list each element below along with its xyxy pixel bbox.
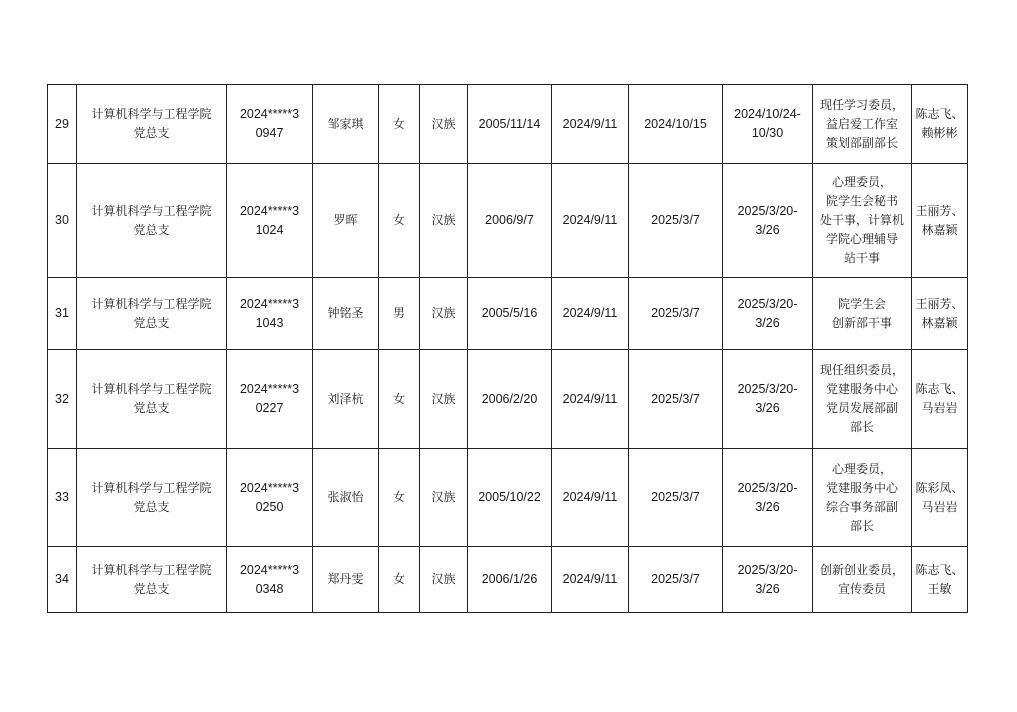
cell-student-id-line: 2024*****3 bbox=[239, 107, 300, 121]
table-row bbox=[48, 449, 968, 547]
cell-position-line: 宣传委员 bbox=[837, 581, 886, 596]
cell-branch-line: 计算机科学与工程学院 bbox=[91, 107, 212, 121]
cell-public-notice-period-line: 3/26 bbox=[755, 581, 780, 596]
cell-index: 29 bbox=[48, 85, 77, 164]
cell-public-notice-period bbox=[723, 85, 813, 164]
cell-public-notice-period bbox=[723, 164, 813, 278]
cell-public-notice-period-line: 3/26 bbox=[755, 401, 780, 415]
cell-student-id bbox=[227, 278, 313, 350]
cell-index: 33 bbox=[48, 449, 77, 547]
cell-branch-line: 党总支 bbox=[133, 581, 170, 596]
cell-position bbox=[813, 164, 912, 278]
cell-public-notice-period-line: 2025/3/20- bbox=[737, 480, 798, 495]
cell-student-id-line: 0250 bbox=[255, 499, 284, 514]
cell-branch-line: 计算机科学与工程学院 bbox=[91, 296, 212, 311]
cell-public-notice-period-line: 3/26 bbox=[755, 222, 780, 237]
cell-student-id-line: 1024 bbox=[255, 222, 284, 237]
cell-branch-line: 计算机科学与工程学院 bbox=[91, 382, 212, 396]
cell-gender: 女 bbox=[379, 85, 420, 164]
table-row bbox=[48, 85, 968, 164]
cell-introducers-line: 陈志飞、 bbox=[915, 107, 964, 121]
cell-apply-date: 2024/10/15 bbox=[629, 85, 723, 164]
cell-public-notice-period-line: 2025/3/20- bbox=[737, 382, 798, 396]
cell-ethnicity: 汉族 bbox=[420, 278, 468, 350]
cell-name: 张淑怡 bbox=[313, 449, 379, 547]
cell-position-line: 部长 bbox=[849, 518, 874, 533]
cell-position-line: 益启爱工作室 bbox=[825, 116, 898, 131]
cell-position-line: 学院心理辅导 bbox=[825, 232, 898, 246]
cell-introducers-line: 林嘉颖 bbox=[921, 222, 958, 237]
cell-student-id-line: 2024*****3 bbox=[239, 480, 300, 495]
cell-apply-date: 2025/3/7 bbox=[629, 350, 723, 449]
cell-branch bbox=[77, 547, 227, 613]
cell-gender: 女 bbox=[379, 547, 420, 613]
cell-ethnicity: 汉族 bbox=[420, 85, 468, 164]
cell-branch-line: 党总支 bbox=[133, 126, 170, 140]
cell-branch-line: 计算机科学与工程学院 bbox=[91, 480, 212, 495]
cell-position bbox=[813, 449, 912, 547]
cell-branch bbox=[77, 85, 227, 164]
cell-branch-line: 党总支 bbox=[133, 499, 170, 514]
cell-ethnicity: 汉族 bbox=[420, 350, 468, 449]
cell-position-line: 部长 bbox=[849, 420, 874, 434]
cell-introducers-line: 赖彬彬 bbox=[921, 126, 958, 140]
cell-introducers-line: 马岩岩 bbox=[921, 499, 958, 514]
cell-gender: 女 bbox=[379, 350, 420, 449]
cell-position-line: 党建服务中心 bbox=[825, 480, 898, 495]
table-row bbox=[48, 278, 968, 350]
cell-index: 30 bbox=[48, 164, 77, 278]
cell-introducers bbox=[912, 449, 968, 547]
table-row bbox=[48, 547, 968, 613]
cell-branch bbox=[77, 164, 227, 278]
cell-birth-date: 2006/2/20 bbox=[468, 350, 552, 449]
cell-student-id-line: 1043 bbox=[255, 315, 284, 330]
cell-student-id bbox=[227, 547, 313, 613]
cell-public-notice-period-line: 3/26 bbox=[755, 315, 780, 330]
cell-student-id-line: 2024*****3 bbox=[239, 203, 300, 218]
cell-enroll-date: 2024/9/11 bbox=[552, 350, 629, 449]
cell-introducers-line: 陈志飞、 bbox=[915, 562, 964, 577]
cell-introducers-line: 陈志飞、 bbox=[915, 382, 964, 396]
cell-student-id bbox=[227, 449, 313, 547]
cell-public-notice-period bbox=[723, 547, 813, 613]
cell-position-line: 党建服务中心 bbox=[825, 382, 898, 396]
cell-student-id bbox=[227, 164, 313, 278]
cell-introducers-line: 陈彩凤、 bbox=[915, 480, 964, 495]
table-row bbox=[48, 164, 968, 278]
cell-position bbox=[813, 85, 912, 164]
cell-position-line: 站干事 bbox=[843, 251, 880, 265]
cell-position bbox=[813, 350, 912, 449]
cell-position bbox=[813, 278, 912, 350]
cell-public-notice-period-line: 2025/3/20- bbox=[737, 296, 798, 311]
table-row bbox=[48, 350, 968, 449]
cell-name: 郑丹雯 bbox=[313, 547, 379, 613]
cell-introducers bbox=[912, 547, 968, 613]
cell-introducers bbox=[912, 164, 968, 278]
cell-introducers-line: 林嘉颖 bbox=[921, 315, 958, 330]
cell-branch bbox=[77, 278, 227, 350]
cell-position-line: 综合事务部副 bbox=[825, 499, 898, 514]
cell-public-notice-period-line: 3/26 bbox=[755, 499, 780, 514]
cell-index: 32 bbox=[48, 350, 77, 449]
cell-branch bbox=[77, 449, 227, 547]
cell-apply-date: 2025/3/7 bbox=[629, 449, 723, 547]
cell-name: 刘泽杭 bbox=[313, 350, 379, 449]
cell-enroll-date: 2024/9/11 bbox=[552, 449, 629, 547]
cell-branch bbox=[77, 350, 227, 449]
cell-student-id-line: 2024*****3 bbox=[239, 382, 300, 396]
cell-enroll-date: 2024/9/11 bbox=[552, 164, 629, 278]
cell-public-notice-period-line: 10/30 bbox=[751, 126, 784, 140]
cell-branch-line: 计算机科学与工程学院 bbox=[91, 203, 212, 218]
cell-position-line: 院学生会 bbox=[837, 296, 886, 311]
cell-student-id-line: 0227 bbox=[255, 401, 284, 415]
cell-ethnicity: 汉族 bbox=[420, 164, 468, 278]
cell-public-notice-period bbox=[723, 350, 813, 449]
cell-public-notice-period bbox=[723, 278, 813, 350]
table-body bbox=[48, 85, 968, 613]
cell-position-line: 创新部干事 bbox=[831, 315, 892, 330]
cell-enroll-date: 2024/9/11 bbox=[552, 85, 629, 164]
cell-birth-date: 2005/11/14 bbox=[468, 85, 552, 164]
roster-table bbox=[47, 84, 968, 613]
cell-introducers-line: 王敏 bbox=[927, 581, 952, 596]
cell-introducers bbox=[912, 350, 968, 449]
cell-student-id bbox=[227, 350, 313, 449]
cell-position-line: 处干事，计算机 bbox=[819, 213, 904, 227]
cell-birth-date: 2005/5/16 bbox=[468, 278, 552, 350]
cell-enroll-date: 2024/9/11 bbox=[552, 547, 629, 613]
cell-position-line: 党员发展部副 bbox=[825, 401, 898, 415]
cell-student-id-line: 0947 bbox=[255, 126, 284, 140]
cell-introducers-line: 马岩岩 bbox=[921, 401, 958, 415]
cell-ethnicity: 汉族 bbox=[420, 449, 468, 547]
cell-index: 34 bbox=[48, 547, 77, 613]
cell-branch-line: 计算机科学与工程学院 bbox=[91, 562, 212, 577]
cell-gender: 女 bbox=[379, 449, 420, 547]
cell-introducers-line: 王丽芳、 bbox=[915, 203, 964, 218]
cell-position-line: 现任组织委员， bbox=[819, 363, 904, 377]
cell-position-line: 现任学习委员， bbox=[819, 97, 904, 112]
cell-birth-date: 2006/9/7 bbox=[468, 164, 552, 278]
cell-position bbox=[813, 547, 912, 613]
cell-gender: 女 bbox=[379, 164, 420, 278]
cell-apply-date: 2025/3/7 bbox=[629, 547, 723, 613]
cell-enroll-date: 2024/9/11 bbox=[552, 278, 629, 350]
cell-position-line: 心理委员， bbox=[831, 175, 892, 189]
cell-introducers-line: 王丽芳、 bbox=[915, 296, 964, 311]
cell-student-id-line: 2024*****3 bbox=[239, 562, 300, 577]
cell-public-notice-period bbox=[723, 449, 813, 547]
cell-public-notice-period-line: 2024/10/24- bbox=[734, 107, 801, 121]
cell-apply-date: 2025/3/7 bbox=[629, 278, 723, 350]
cell-position-line: 创新创业委员， bbox=[819, 562, 904, 577]
cell-name: 邹家琪 bbox=[313, 85, 379, 164]
cell-apply-date: 2025/3/7 bbox=[629, 164, 723, 278]
cell-ethnicity: 汉族 bbox=[420, 547, 468, 613]
cell-introducers bbox=[912, 85, 968, 164]
cell-student-id-line: 0348 bbox=[255, 581, 284, 596]
cell-gender: 男 bbox=[379, 278, 420, 350]
cell-public-notice-period-line: 2025/3/20- bbox=[737, 203, 798, 218]
cell-birth-date: 2006/1/26 bbox=[468, 547, 552, 613]
cell-branch-line: 党总支 bbox=[133, 222, 170, 237]
cell-student-id-line: 2024*****3 bbox=[239, 296, 300, 311]
cell-birth-date: 2005/10/22 bbox=[468, 449, 552, 547]
cell-position-line: 院学生会秘书 bbox=[825, 194, 898, 208]
cell-public-notice-period-line: 2025/3/20- bbox=[737, 562, 798, 577]
cell-branch-line: 党总支 bbox=[133, 401, 170, 415]
cell-name: 罗晖 bbox=[313, 164, 379, 278]
cell-branch-line: 党总支 bbox=[133, 315, 170, 330]
cell-introducers bbox=[912, 278, 968, 350]
cell-position-line: 心理委员， bbox=[831, 461, 892, 476]
cell-name: 钟铭圣 bbox=[313, 278, 379, 350]
cell-position-line: 策划部副部长 bbox=[825, 135, 898, 150]
cell-index: 31 bbox=[48, 278, 77, 350]
cell-student-id bbox=[227, 85, 313, 164]
